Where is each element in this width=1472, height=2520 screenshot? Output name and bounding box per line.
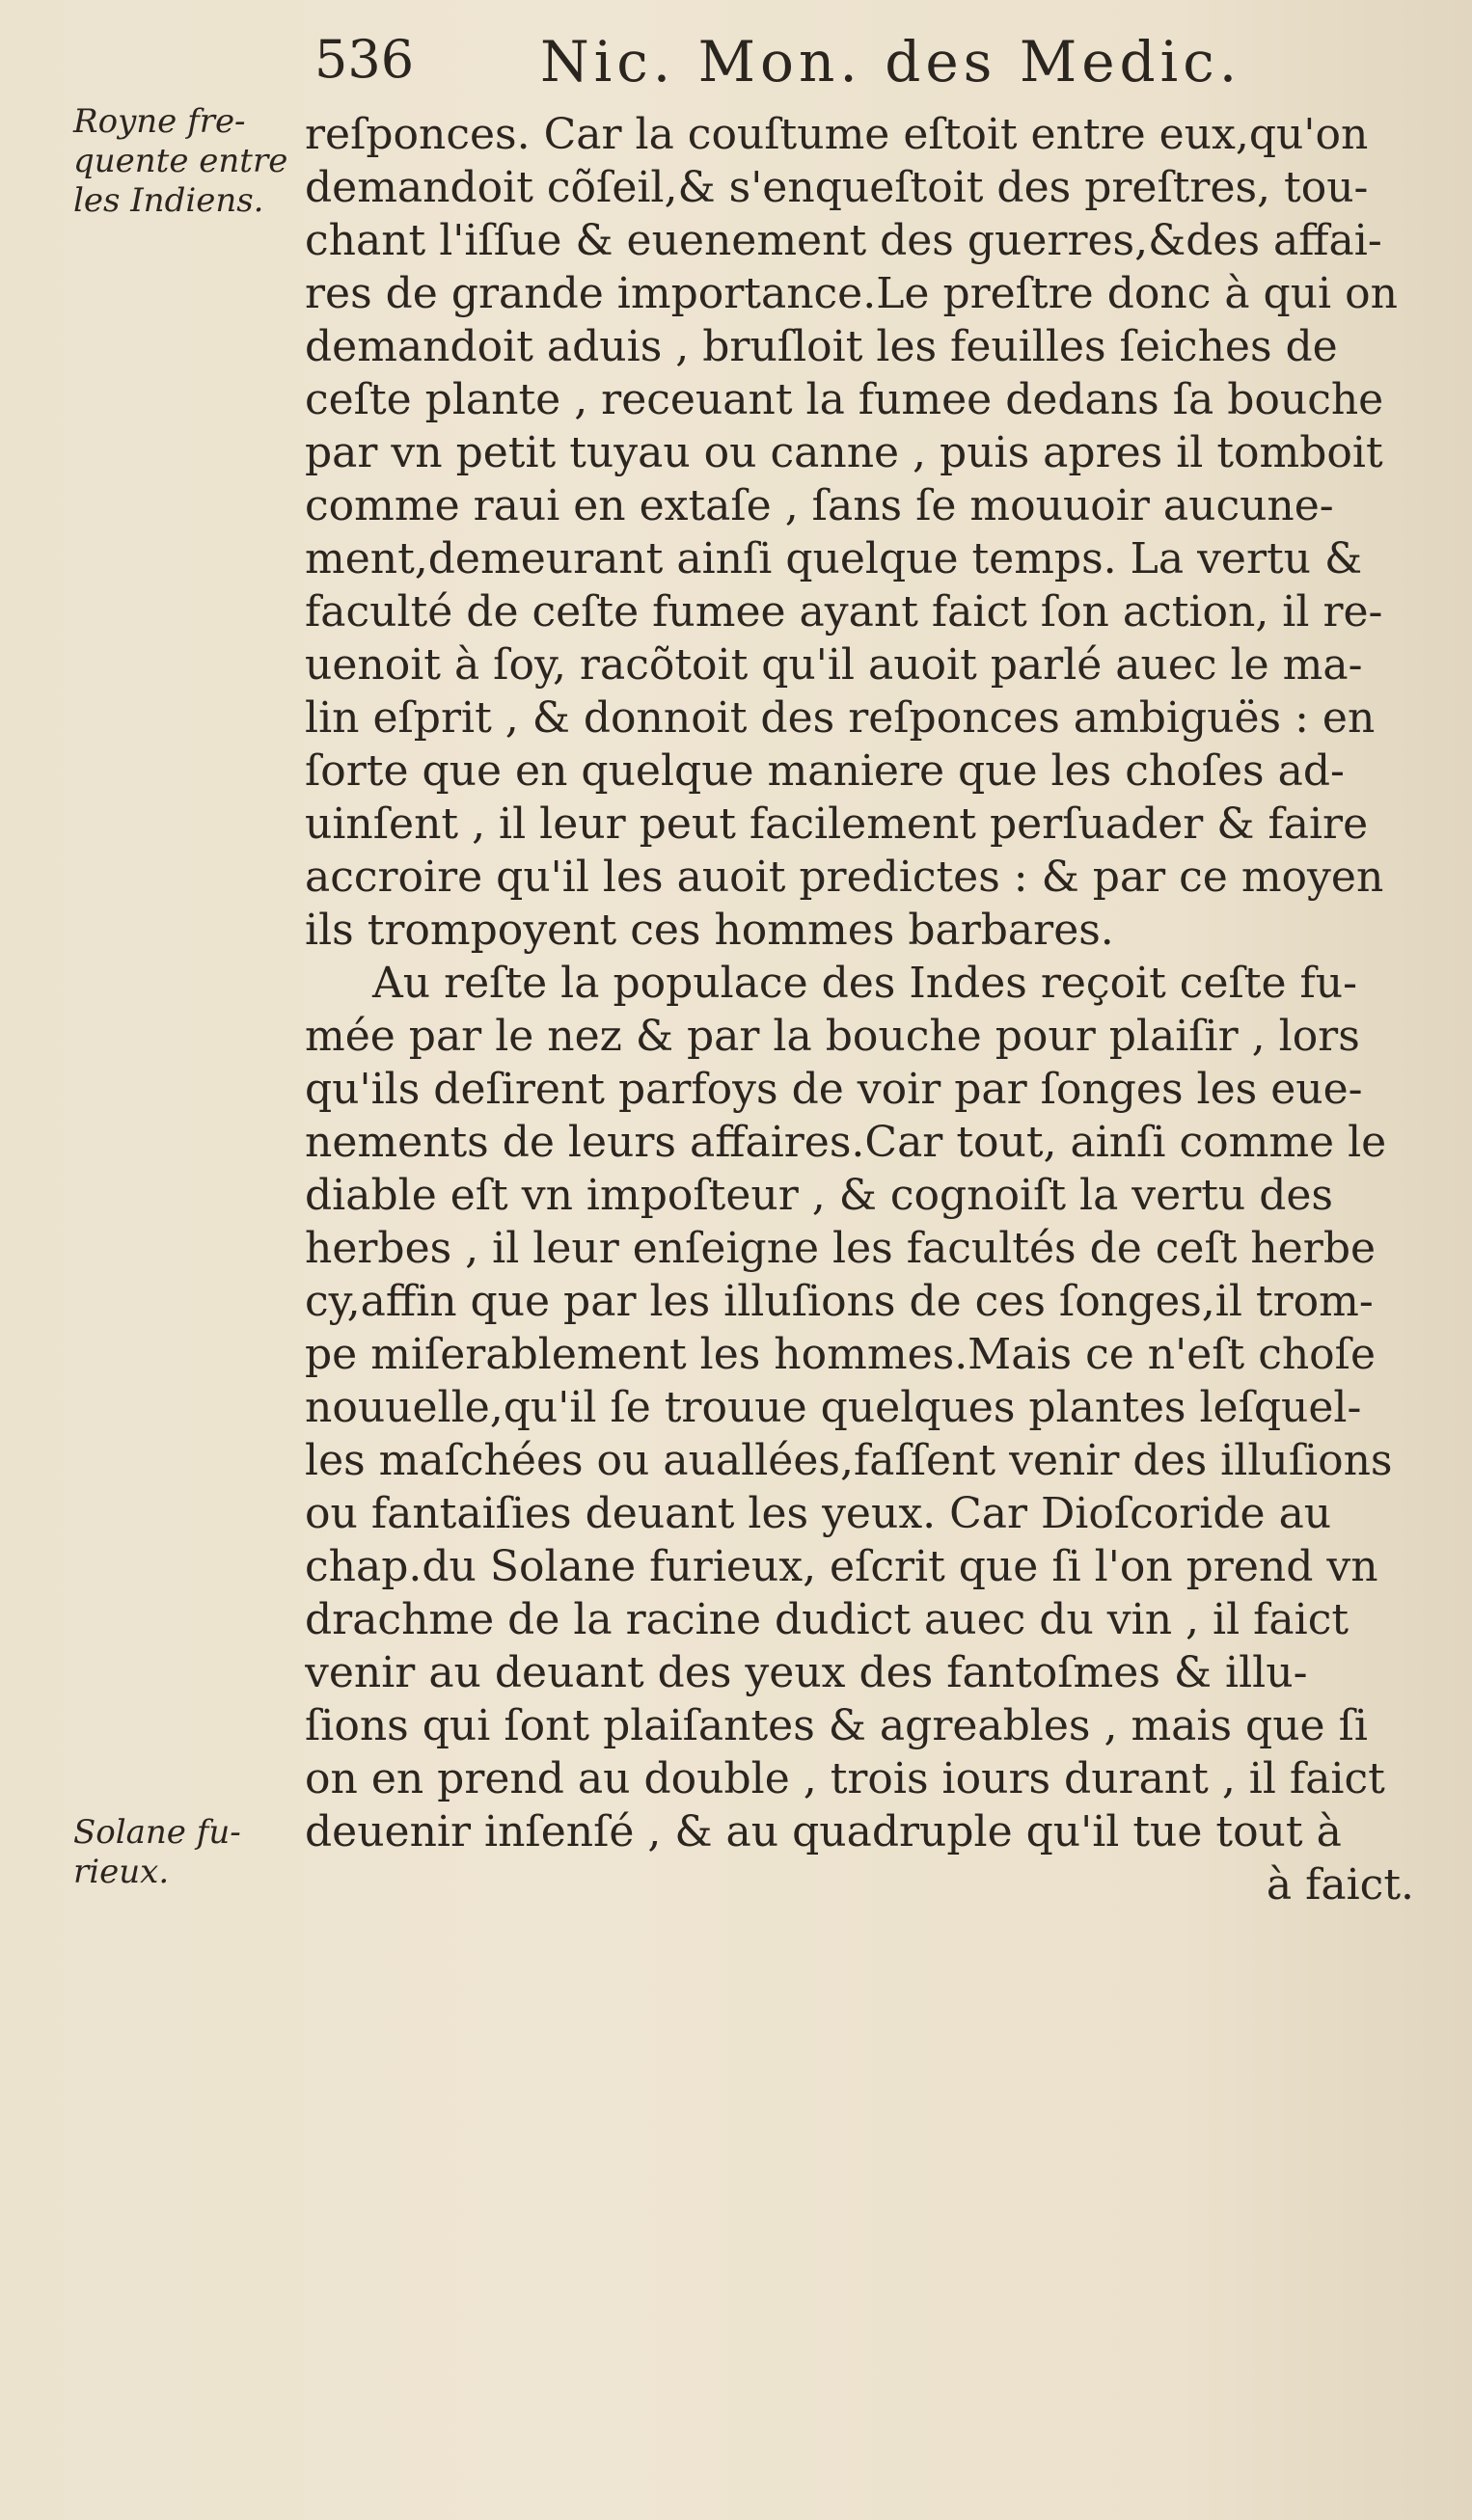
text-line: uinſent , il leur peut facilement perſuader & faire — [305, 799, 1369, 849]
text-line: qu'ils deſirent parfoys de voir par ſonges les eue- — [305, 1065, 1363, 1114]
margin-note-royne: Royne fre- quente entre les Indiens. — [73, 102, 288, 220]
text-line: demandoit aduis , bruſloit les feuilles ſeiches de — [305, 322, 1338, 371]
text-line: herbes , il leur enſeigne les facultés de ceſt herbe — [305, 1224, 1377, 1273]
text-line: Au reſte la populace des Indes reçoit ceſte fu- — [372, 959, 1357, 1008]
text-line: ils trompoyent ces hommes barbares. — [305, 906, 1114, 955]
text-line: mée par le nez & par la bouche pour plaiſir , lors — [305, 1012, 1360, 1061]
text-line: lin eſprit , & donnoit des reſponces ambiguës : en — [305, 693, 1376, 743]
text-line: comme raui en extaſe , ſans ſe mouuoir aucune- — [305, 481, 1334, 530]
margin-note-solane: Solane fu- rieux. — [73, 1813, 241, 1891]
text-line: uenoit à ſoy, racõtoit qu'il auoit parlé auec le ma- — [305, 640, 1363, 690]
text-line: ceſte plante , receuant la fumee dedans ſa bouche — [305, 375, 1384, 424]
text-line: reſponces. Car la couſtume eſtoit entre eux,qu'on — [305, 110, 1369, 159]
text-line: ſorte que en quelque maniere que les choſes ad- — [305, 746, 1345, 796]
text-line: nements de leurs affaires.Car tout, ainſi comme le — [305, 1118, 1387, 1167]
text-line: faculté de ceſte fumee ayant faict ſon action, il re- — [305, 587, 1383, 637]
text-line: on en prend au double , trois iours durant , il faict — [305, 1754, 1385, 1803]
text-line: les maſchées ou auallées,faſſent venir des illuſions — [305, 1436, 1393, 1485]
text-line: res de grande importance.Le preſtre donc à qui on — [305, 269, 1398, 318]
text-line: venir au deuant des yeux des fantoſmes & illu- — [305, 1648, 1308, 1697]
text-line: chant l'iſſue & euenement des guerres,&des affai- — [305, 216, 1382, 265]
text-line: par vn petit tuyau ou canne , puis apres il tomboit — [305, 428, 1383, 477]
page-number: 536 — [314, 29, 415, 90]
text-line: cy,affin que par les illuſions de ces ſonges,il trom- — [305, 1277, 1374, 1326]
text-line: nouuelle,qu'il ſe trouue quelques plantes leſquel- — [305, 1383, 1362, 1432]
text-line: chap.du Solane furieux, eſcrit que ſi l'on prend vn — [305, 1542, 1378, 1591]
text-line: deuenir inſenſé , & au quadruple qu'il tue tout à — [305, 1807, 1342, 1856]
text-line: demandoit cõſeil,& s'enqueſtoit des preſtres, tou- — [305, 163, 1369, 212]
text-line: ou fantaiſies deuant les yeux. Car Dioſcoride au — [305, 1489, 1332, 1538]
text-line: ment,demeurant ainſi quelque temps. La vertu & — [305, 534, 1363, 583]
text-line: diable eſt vn impoſteur , & cognoiſt la vertu des — [305, 1171, 1334, 1220]
text-line: drachme de la racine dudict auec du vin , il faict — [305, 1595, 1349, 1644]
text-line: ſions qui ſont plaiſantes & agreables , mais que ſi — [305, 1701, 1368, 1750]
running-title: Nic. Mon. des Medic. — [540, 29, 1242, 95]
text-line: pe miſerablement les hommes.Mais ce n'eſt choſe — [305, 1330, 1376, 1379]
body-text — [305, 108, 1433, 1911]
text-line: accroire qu'il les auoit predictes : & par ce moyen — [305, 853, 1384, 902]
text-line: à faict. — [1266, 1860, 1414, 1910]
